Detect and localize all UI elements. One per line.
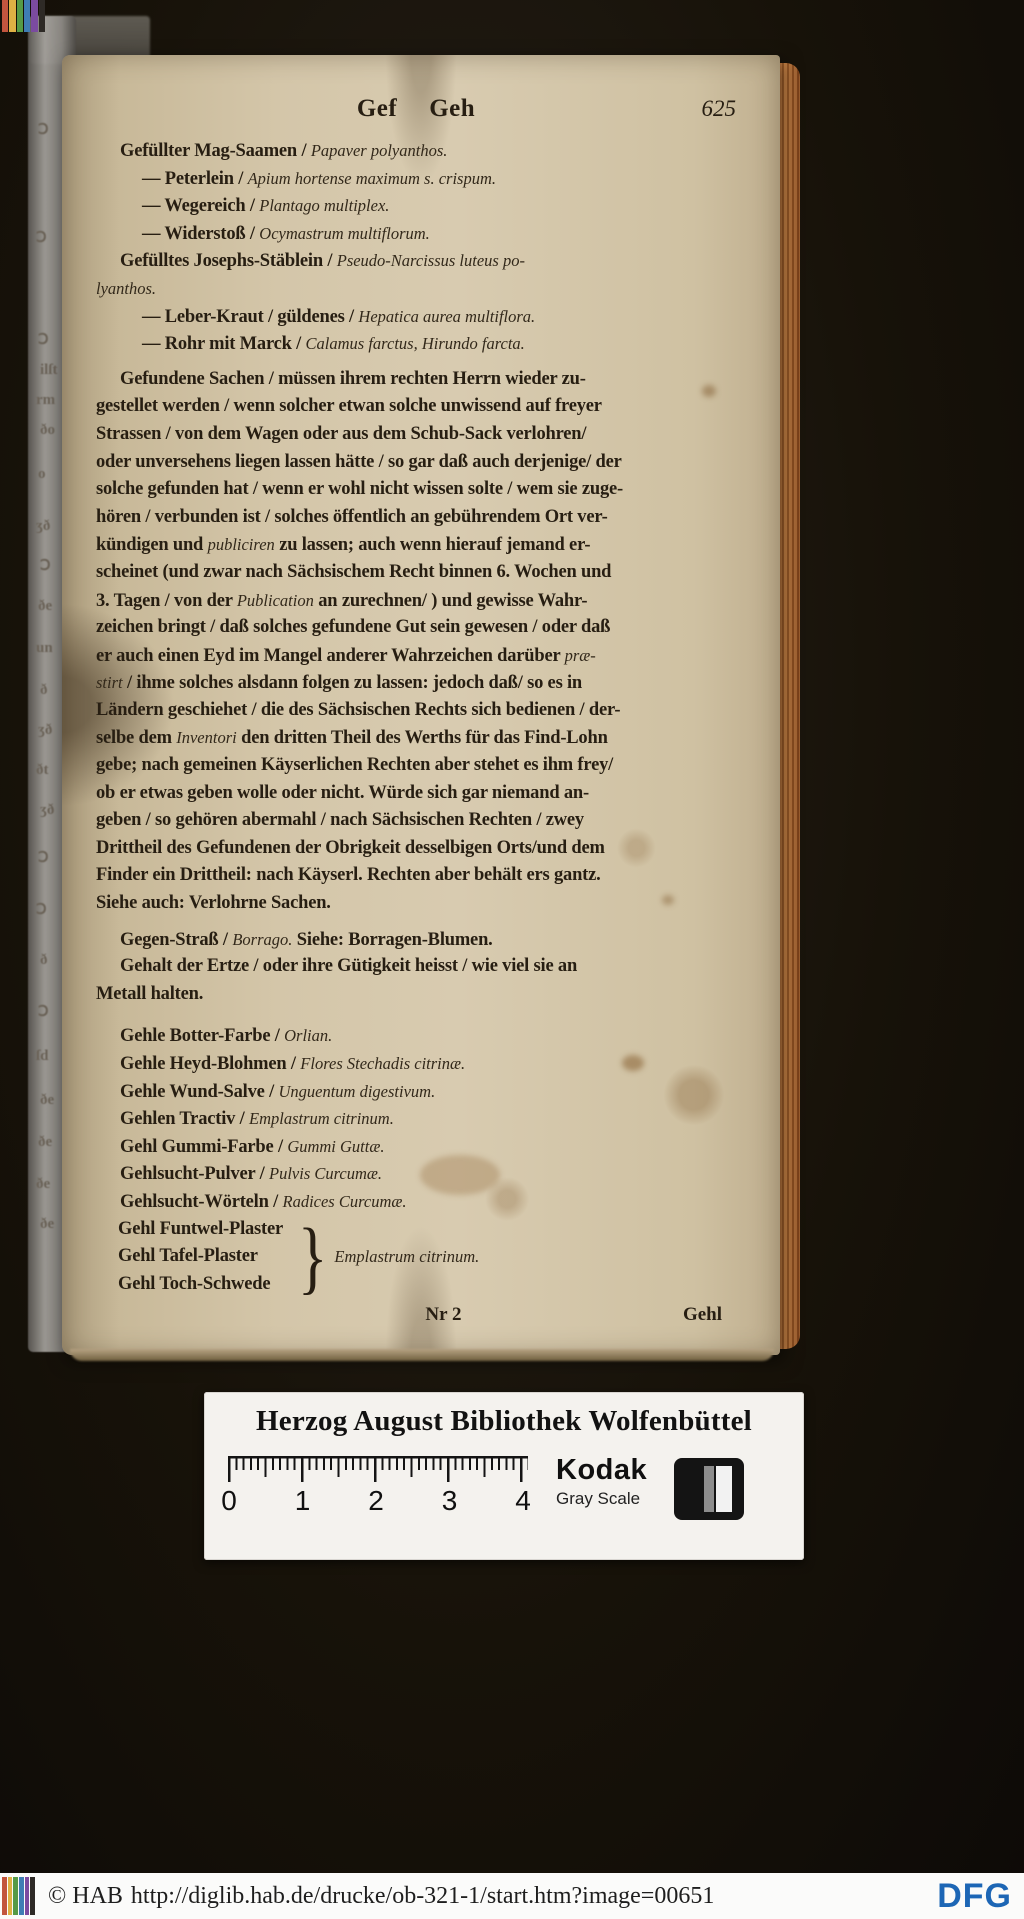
page-number: 625: [701, 96, 736, 121]
marginal-fragment: ð: [40, 952, 48, 968]
text-line: oder unversehens liegen lassen hätte / so gar daß auch derjenige/ der: [96, 451, 622, 472]
calibration-bar: [24, 0, 30, 32]
calibration-bar: [2, 1877, 7, 1915]
footer-attribution: [48, 1883, 714, 1910]
signature-row: [96, 1304, 736, 1326]
text-line: Gefüllter Mag-Saamen / Papaver polyanthos.: [120, 141, 448, 161]
page-content: [96, 95, 736, 1326]
text-line: er auch einen Eyd im Mangel anderer Wahrzeichen darüber præ-: [96, 645, 596, 666]
calibration-bar: [9, 0, 15, 32]
brace-item: Gehl Funtwel-Plaster: [118, 1218, 284, 1239]
text-line: — Wegereich / Plantago multiplex.: [142, 196, 390, 217]
text-line: Strassen / von dem Wagen oder aus dem Schub-Sack verlohren/: [96, 423, 587, 444]
kodak-wordmark: Kodak: [556, 1454, 648, 1486]
text-line: solche gefunden hat / wenn er wohl nicht wissen solte / wem sie zuge-: [96, 479, 623, 500]
marginal-fragment: Ↄ: [38, 332, 49, 348]
text-line: lyanthos.: [96, 278, 157, 298]
brace-item: Gehl Tafel-Plaster: [118, 1246, 258, 1267]
marginal-fragment: ilſt: [40, 362, 58, 378]
measuring-ruler: [221, 1456, 531, 1517]
text-line: Gehlsucht-Pulver / Pulvis Curcumæ.: [120, 1164, 383, 1185]
marginal-fragment: rm: [36, 392, 56, 408]
page-bottom-edge: [70, 1349, 774, 1361]
marginal-fragment: ſd: [36, 1048, 49, 1064]
gray-scale-patch: [674, 1458, 744, 1520]
text-line: Gefundene Sachen / müssen ihrem rechten Herrn wieder zu-: [120, 368, 586, 389]
calibration-strip-top: [2, 0, 46, 32]
library-name: Herzog August Bibliothek Wolfenbüttel: [256, 1405, 752, 1437]
page-paper: [62, 55, 780, 1355]
text-line: Gegen-Straß / Borrago. Siehe: Borragen-Blumen.: [120, 929, 493, 950]
ruler-number: 3: [441, 1485, 458, 1516]
text-line: Gehl Gummi-Farbe / Gummi Guttæ.: [120, 1136, 385, 1157]
calibration-bar: [31, 0, 37, 32]
marginal-fragment: ðo: [40, 422, 55, 438]
gray-scale-label: Gray Scale: [556, 1489, 641, 1508]
marginal-fragment: ðe: [40, 1092, 55, 1108]
marginal-fragment: Ↄ: [38, 122, 49, 138]
library-label-card: [204, 1392, 804, 1560]
text-line: gestellet werden / wenn solcher etwan solche unwissend auf freyer: [96, 396, 602, 417]
text-line: stirt / ihme solches alsdann folgen zu lassen: jedoch daß/ so es in: [96, 673, 583, 694]
ruler-number: 1: [294, 1485, 311, 1516]
calibration-bar: [8, 1877, 13, 1915]
calibration-bar: [19, 1877, 24, 1915]
marginal-fragment: ðe: [38, 1134, 53, 1150]
calibration-bar: [30, 1877, 35, 1915]
footer-bar: [0, 1873, 1024, 1919]
text-line: selbe dem Inventori den dritten Theil des Werths für das Find-Lohn: [96, 728, 608, 749]
marginal-fragment: un: [36, 640, 53, 656]
text-line: Metall halten.: [96, 983, 204, 1004]
marginal-fragment: ʒð: [40, 802, 55, 818]
text-line: scheinet (und zwar nach Sächsischem Recht binnen 6. Wochen und: [96, 561, 612, 582]
text-line: — Leber-Kraut / güldenes / Hepatica aurea multiflora.: [142, 306, 536, 327]
brace-glyph: }: [297, 1210, 328, 1302]
calibration-bar: [25, 1877, 30, 1915]
source-url: http://diglib.hab.de/drucke/ob-321-1/start.htm?image=00651: [130, 1882, 715, 1909]
ruler-number: 4: [515, 1485, 531, 1516]
calibration-strip-footer: [2, 1877, 36, 1915]
text-line: gebe; nach gemeinen Käyserlichen Rechten aber stehet es ihm frey/: [96, 755, 614, 776]
marginal-fragment: Ↄ: [38, 1004, 49, 1020]
marginal-fragment: ʒð: [36, 518, 51, 534]
dfg-logo: DFG: [937, 1876, 1012, 1915]
text-line: Gefülltes Josephs-Stäblein / Pseudo-Narcissus luteus po-: [120, 251, 525, 272]
text-line: Gehlsucht-Wörteln / Radices Curcumæ.: [120, 1191, 407, 1212]
marginal-fragment: ðe: [38, 598, 53, 614]
text-line: — Widerstoß / Ocymastrum multiflorum.: [142, 223, 430, 244]
text-line: — Rohr mit Marck / Calamus farctus, Hirundo farcta.: [142, 334, 525, 355]
marginal-fragment: o: [38, 466, 46, 482]
patch-white-bar: [716, 1466, 732, 1512]
catchword: Gehl: [682, 1304, 722, 1326]
text-line: zeichen bringt / daß solches gefundene Gut sein gewesen / oder daß: [96, 617, 611, 638]
text-line: Gehle Wund-Salve / Unguentum digestivum.: [120, 1081, 436, 1102]
text-block: [96, 137, 736, 1216]
marginal-fragment: ʒð: [38, 722, 53, 738]
marginal-fragment: ðe: [40, 1216, 55, 1232]
text-line: — Peterlein / Apium hortense maximum s. crispum.: [142, 168, 496, 189]
brace-latin-label: Emplastrum citrinum.: [334, 1246, 480, 1266]
text-line: hören / verbunden ist / solches öffentlich an gebührendem Ort ver-: [96, 506, 608, 527]
book-page: [62, 55, 800, 1355]
marginal-fragment: ðt: [36, 762, 49, 778]
calibration-bar: [2, 0, 8, 32]
text-line: Ländern geschiehet / die des Sächsischen Rechts sich bedienen / der-: [96, 699, 621, 720]
brace-items: [118, 1216, 283, 1299]
kodak-block: [556, 1454, 647, 1509]
brace-group: [96, 1210, 736, 1302]
marginal-fragment: Ↄ: [36, 230, 47, 246]
calibration-bar: [17, 0, 23, 32]
text-line: ob er etwas geben wolle oder nicht. Würde sich gar niemand an-: [96, 782, 589, 803]
ruler-ticks: [228, 1456, 528, 1482]
ruler-number: 2: [368, 1485, 384, 1516]
header-keywords: [341, 95, 491, 123]
text-line: Drittheil des Gefundenen der Obrigkeit desselbigen Orts/und dem: [96, 837, 605, 858]
text-line: Gehle Botter-Farbe / Orlian.: [120, 1026, 333, 1047]
marginal-fragment: ðe: [36, 1176, 51, 1192]
marginal-fragment: Ↄ: [38, 850, 49, 866]
marginal-fragment: Ↄ: [36, 902, 47, 918]
text-line: Gehlen Tractiv / Emplastrum citrinum.: [120, 1109, 394, 1130]
text-line: kündigen und publiciren zu lassen; auch wenn hierauf jemand er-: [96, 535, 591, 556]
ruler-number: 0: [221, 1485, 237, 1516]
text-line: 3. Tagen / von der Publication an zurechnen/ ) und gewisse Wahr-: [96, 590, 588, 611]
marginal-fragment: Ↄ: [40, 558, 51, 574]
copyright-text: © HAB: [48, 1882, 123, 1909]
brace-item: Gehl Toch-Schwede: [118, 1273, 271, 1294]
text-line: Gehalt der Ertze / oder ihre Gütigkeit heisst / wie viel sie an: [120, 956, 578, 977]
header-word-left: Gef: [356, 95, 398, 122]
calibration-bar: [39, 0, 45, 32]
ruler-numbers: [220, 1485, 532, 1517]
text-line: Siehe auch: Verlohrne Sachen.: [96, 893, 331, 914]
calibration-bar: [13, 1877, 18, 1915]
text-line: Gehle Heyd-Blohmen / Flores Stechadis citrinæ.: [120, 1054, 466, 1074]
quire-signature: Nr 2: [425, 1304, 462, 1326]
text-line: geben / so gehören abermahl / nach Sächsischen Rechten / zwey: [96, 810, 584, 831]
patch-gray-bar: [704, 1466, 714, 1512]
header-word-right: Geh: [429, 95, 476, 122]
marginal-fragment: ð: [40, 682, 48, 698]
text-line: Finder ein Drittheil: nach Käyserl. Rechten aber behält ers gantz.: [96, 865, 601, 886]
running-header: [96, 95, 736, 123]
